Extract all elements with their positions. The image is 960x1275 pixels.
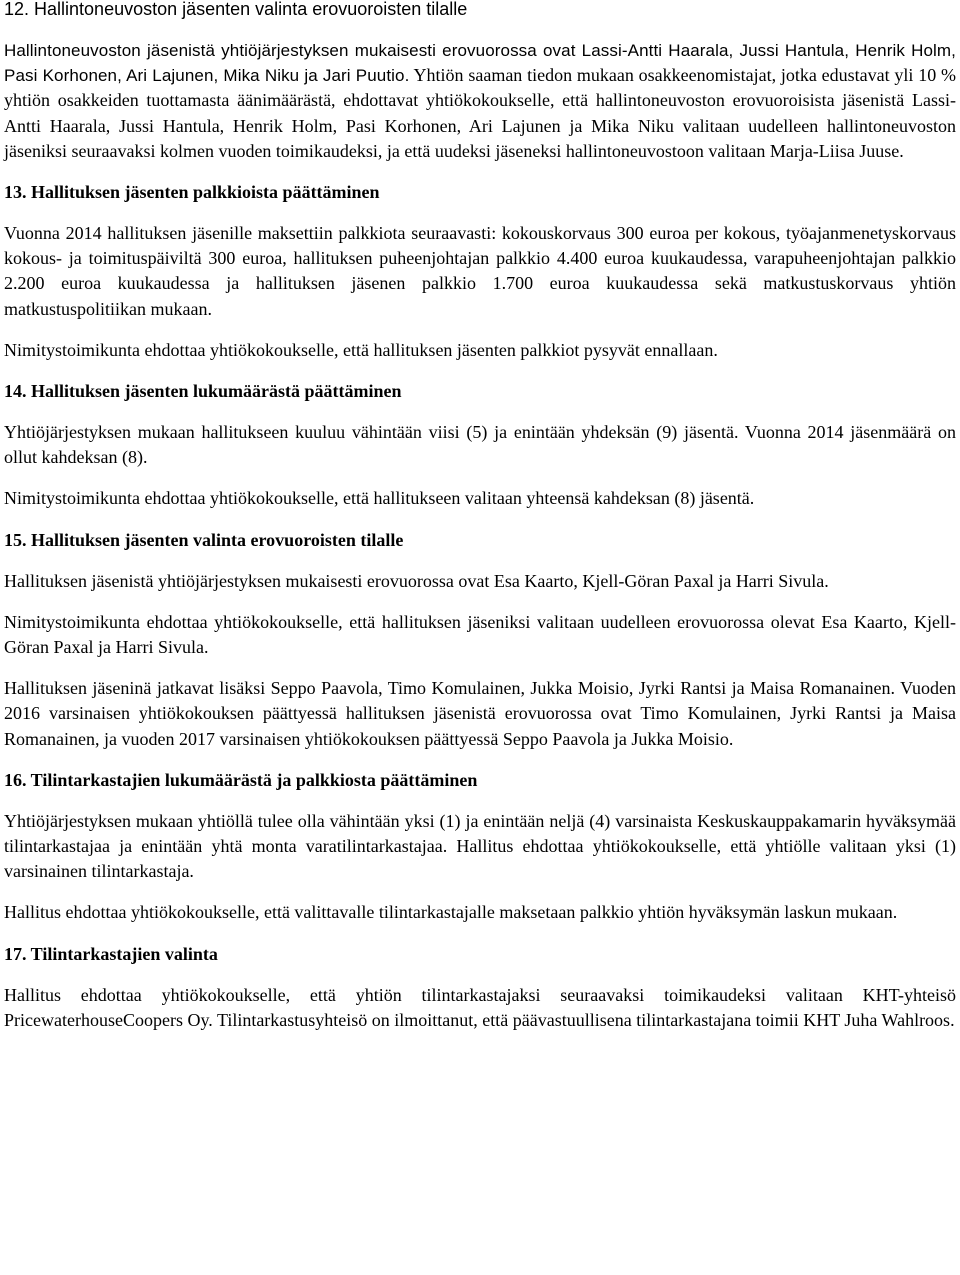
section-15-paragraph-2: Nimitystoimikunta ehdottaa yhtiökokoukselle, että hallituksen jäseniksi valitaan uudelleen erovuorossa olevat Esa Kaarto, Kjell-Göran Paxal ja Harri Sivula. [4,611,956,658]
section-17-heading: 17. Tilintarkastajien valinta [4,943,218,964]
section-12-heading: 12. Hallintoneuvoston jäsenten valinta erovuoroisten tilalle [4,0,468,19]
section-13-heading: 13. Hallituksen jäsenten palkkioista päättäminen [4,182,380,203]
section-14-paragraph-2: Nimitystoimikunta ehdottaa yhtiökokoukselle, että hallitukseen valitaan yhteensä kahdeksan (8) jäsentä. [4,488,755,509]
section-12-paragraph [4,38,956,164]
section-15-paragraph-1: Hallituksen jäsenistä yhtiöjärjestyksen mukaisesti erovuorossa ovat Esa Kaarto, Kjell-Göran Paxal ja Harri Sivula. [4,570,829,591]
section-15-heading: 15. Hallituksen jäsenten valinta erovuoroisten tilalle [4,529,404,550]
section-17-paragraph-1: Hallitus ehdottaa yhtiökokoukselle, että yhtiön tilintarkastajaksi seuraavaksi toimikaudeksi valitaan KHT-yhteisö PricewaterhouseCoopers Oy. Tilintarkastusyhteisö on ilmoittanut, että päävastuullisena tilintarkastajana toimii KHT Juha Wahlroos. [4,984,956,1030]
section-14-paragraph-1: Yhtiöjärjestyksen mukaan hallitukseen kuuluu vähintään viisi (5) ja enintään yhdeksän (9) jäsentä. Vuonna 2014 jäsenmäärä on ollut kahdeksan (8). [4,422,956,468]
section-15-paragraph-3: Hallituksen jäseninä jatkavat lisäksi Seppo Paavola, Timo Komulainen, Jukka Moisio, Jyrki Rantsi ja Maisa Romanainen. Vuoden 2016 varsinaisen yhtiökokouksen päättyessä hallituksen jäsenistä erovuorossa ovat Timo Komulainen, Jyrki Rantsi ja Maisa Romanainen, ja vuoden 2017 varsinaisen yhtiökokouksen päättyessä Seppo Paavola ja Jukka Moisio. [4,678,956,749]
section-12-paragraph-part-2: Yhtiön saaman tiedon mukaan osakkeenomistajat, jotka edustavat yli 10 % yhtiön osakkeiden tuottamasta äänimäärästä, ehdottavat yhtiökokoukselle, että hallintoneuvoston erovuoroisista jäsenistä Lassi-Antti Haarala, Jussi Hantula, Henrik Holm, Pasi Korhonen, Ari Lajunen ja Mika Niku valitaan uudelleen hallintoneuvoston jäseniksi seuraavaksi kolmen vuoden toimikaudeksi, ja että uudeksi jäseneksi hallintoneuvostoon valitaan Marja-Liisa Juuse. [4,65,956,161]
section-12-paragraph-part-1: Hallintoneuvoston jäsenistä yhtiöjärjestyksen mukaisesti erovuorossa ovat Lassi-Antti Haarala, Jussi Hantula, Henrik Holm, Pasi Korhonen, Ari Lajunen, Mika Niku ja Jari Puutio. [4,41,956,86]
section-16-paragraph-2: Hallitus ehdottaa yhtiökokoukselle, että valittavalle tilintarkastajalle maksetaan palkkio yhtiön hyväksymän laskun mukaan. [4,902,898,923]
section-13-paragraph-1: Vuonna 2014 hallituksen jäsenille maksettiin palkkiota seuraavasti: kokouskorvaus 300 euroa per kokous, työajanmenetyskorvaus kokous- ja toimituspäiviltä 300 euroa, hallituksen puheenjohtajan palkkio 4.400 euroa kuukaudessa, varapuheenjohtajan palkkio 2.200 euroa kuukaudessa ja hallituksen jäsenen palkkio 1.700 euroa kuukaudessa sekä matkustuskorvaus yhtiön matkustuspolitiikan mukaan. [4,223,956,319]
section-16-paragraph-1: Yhtiöjärjestyksen mukaan yhtiöllä tulee olla vähintään yksi (1) ja enintään neljä (4) varsinaista Keskuskauppakamarin hyväksymää tilintarkastajaa ja enintään yhtä monta varatilintarkastajaa. Hallitus ehdottaa yhtiökokoukselle, että yhtiölle valitaan yksi (1) varsinainen tilintarkastaja. [4,810,956,882]
section-14-heading: 14. Hallituksen jäsenten lukumäärästä päättäminen [4,381,402,402]
section-13-paragraph-2: Nimitystoimikunta ehdottaa yhtiökokoukselle, että hallituksen jäsenten palkkiot pysyvät ennallaan. [4,339,718,360]
section-16-heading: 16. Tilintarkastajien lukumäärästä ja palkkiosta päättäminen [4,769,478,790]
